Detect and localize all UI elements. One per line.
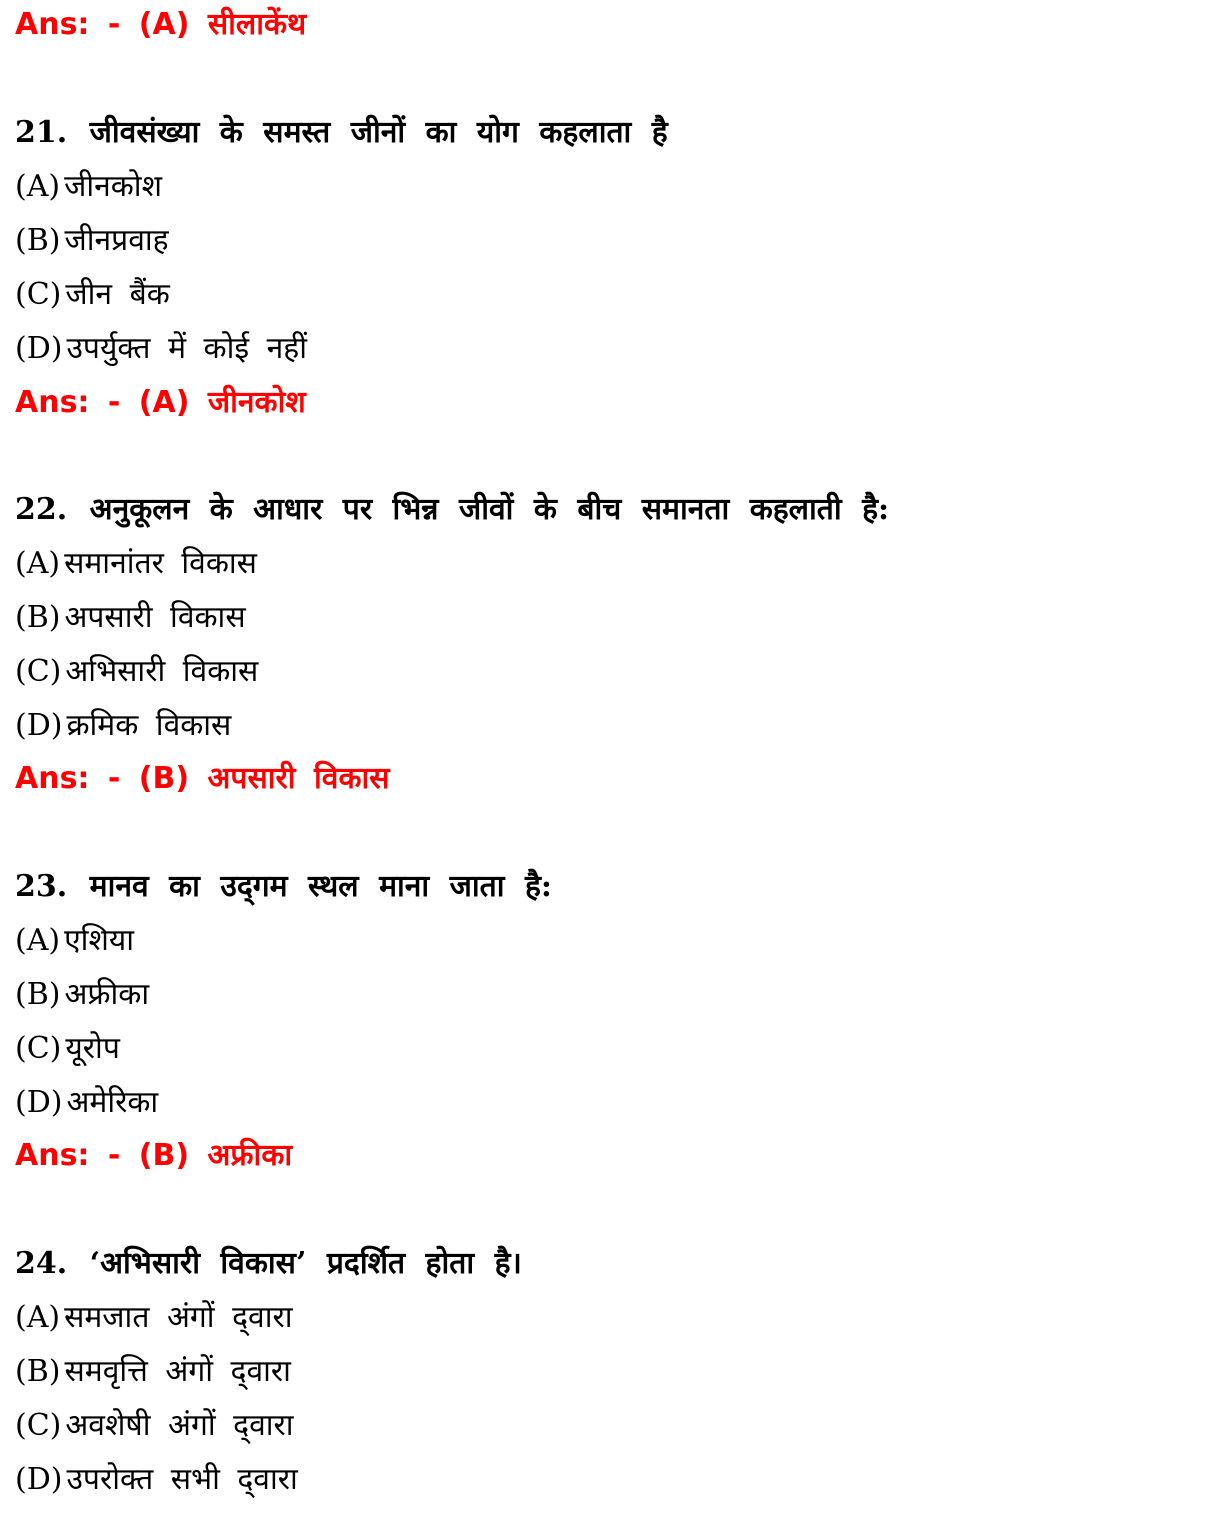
answer-22: Ans: - (B) अपसारी विकास: [15, 761, 390, 796]
option-label: (D): [15, 1085, 63, 1120]
q22-option-c: [15, 654, 259, 689]
q24-option-a: [15, 1300, 293, 1335]
option-text: अमेरिका: [66, 1085, 159, 1120]
q23-option-d: [15, 1085, 159, 1120]
option-text: समानांतर विकास: [64, 546, 257, 581]
q24-option-b: [15, 1354, 291, 1389]
question-number: 21.: [15, 115, 68, 150]
option-text: समवृत्ति अंगों द्‌वारा: [64, 1354, 291, 1389]
option-text: अपसारी विकास: [64, 600, 246, 635]
q22-option-a: [15, 546, 257, 581]
q21-option-a: [15, 169, 162, 204]
option-text: जीनप्रवाह: [64, 223, 169, 258]
question-number: 22.: [15, 492, 68, 527]
option-label: (D): [15, 1462, 63, 1497]
option-label: (B): [15, 600, 61, 635]
option-label: (B): [15, 1354, 61, 1389]
q22-option-d: [15, 708, 232, 743]
option-label: (C): [15, 1031, 62, 1066]
option-text: क्रमिक विकास: [66, 708, 232, 743]
question-21: [15, 115, 668, 150]
option-text: अफ्रीका: [64, 977, 150, 1012]
option-text: अभिसारी विकास: [65, 654, 259, 689]
q22-option-b: [15, 600, 246, 635]
q24-option-d: [15, 1462, 298, 1497]
option-text: अवशेषी अंगों द्‌वारा: [65, 1408, 294, 1443]
q23-option-a: [15, 923, 135, 958]
question-text: मानव का उद्‌गम स्थल माना जाता है:: [89, 869, 552, 904]
option-label: (A): [15, 923, 61, 958]
option-text: उपरोक्त सभी द्‌वारा: [66, 1462, 298, 1497]
answer-21: Ans: - (A) जीनकोश: [15, 385, 306, 420]
answer-23: Ans: - (B) अफ्रीका: [15, 1138, 293, 1173]
option-label: (C): [15, 654, 62, 689]
option-label: (A): [15, 169, 61, 204]
option-label: (B): [15, 223, 61, 258]
answer-prev: Ans: - (A) सीलाकेंथ: [15, 7, 307, 42]
question-text: अनुकूलन के आधार पर भिन्न जीवों के बीच समानता कहलाती है:: [89, 492, 890, 527]
question-23: [15, 869, 552, 904]
option-text: जीनकोश: [64, 169, 162, 204]
option-text: जीन बैंक: [65, 277, 170, 312]
q21-option-d: [15, 331, 307, 366]
question-text: जीवसंख्या के समस्त जीनों का योग कहलाता है: [89, 115, 668, 150]
option-text: समजात अंगों द्‌वारा: [64, 1300, 293, 1335]
q24-option-c: [15, 1408, 294, 1443]
option-label: (D): [15, 708, 63, 743]
option-label: (D): [15, 331, 63, 366]
question-number: 24.: [15, 1246, 68, 1281]
question-number: 23.: [15, 869, 68, 904]
q23-option-c: [15, 1031, 120, 1066]
q21-option-b: [15, 223, 169, 258]
question-text: ‘अभिसारी विकास’ प्रदर्शित होता है।: [89, 1246, 522, 1281]
option-text: यूरोप: [65, 1031, 120, 1066]
option-label: (B): [15, 977, 61, 1012]
option-label: (C): [15, 277, 62, 312]
option-label: (A): [15, 546, 61, 581]
option-label: (A): [15, 1300, 61, 1335]
q21-option-c: [15, 277, 170, 312]
question-24: [15, 1246, 522, 1281]
question-22: [15, 492, 890, 527]
option-text: एशिया: [64, 923, 135, 958]
option-label: (C): [15, 1408, 62, 1443]
option-text: उपर्युक्त में कोई नहीं: [66, 331, 307, 366]
q23-option-b: [15, 977, 150, 1012]
